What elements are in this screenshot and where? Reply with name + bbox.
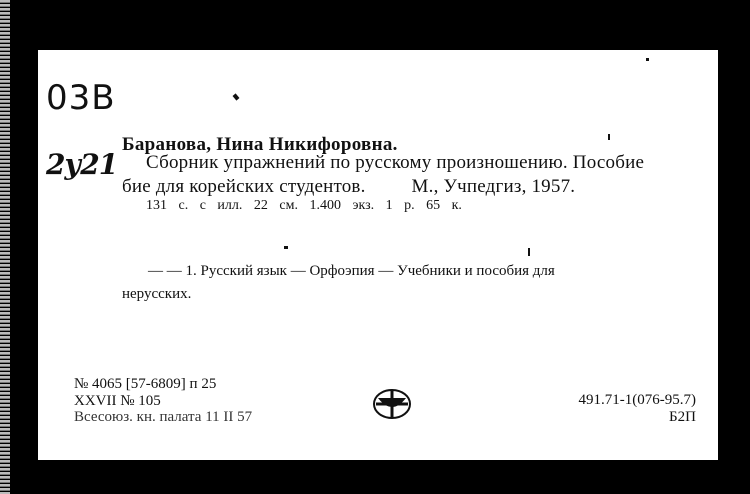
author-heading: Баранова, Нина Никифоровна. <box>122 134 398 155</box>
book-chamber-stamp-icon <box>368 386 414 422</box>
book-chamber-line: Всесоюз. кн. палата 11 II 57 <box>74 409 253 425</box>
scan-speck <box>608 134 610 140</box>
title-line-2 <box>122 176 575 198</box>
catalog-card <box>38 50 718 460</box>
scan-edge-right <box>718 40 750 494</box>
scan-edge-left <box>0 0 40 494</box>
scan-edge-bottom <box>38 460 750 494</box>
subject-heading-line-1: — — 1. Русский язык — Орфоэпия — Учебники и пособия для <box>148 263 555 279</box>
scan-speck <box>233 93 240 100</box>
call-number: 03B <box>46 78 116 118</box>
publication-info: М., Учпедгиз, 1957. <box>411 176 576 197</box>
scan-speck <box>528 248 530 256</box>
title-line-1: Сборник упражнений по русскому произношению. Пособие <box>146 152 645 173</box>
card-number: № 4065 [57-6809] п 25 <box>74 376 217 392</box>
handwritten-shelf-mark: 2у21 <box>46 148 118 181</box>
scan-speck <box>646 58 649 61</box>
scan-speck <box>284 246 288 249</box>
series-number: XXVII № 105 <box>74 393 161 409</box>
physical-description: 131 с. с илл. 22 см. 1.400 экз. 1 р. 65 к. <box>146 198 462 213</box>
classification-index: 491.71-1(076-95.7) <box>578 392 696 408</box>
subject-heading-line-2: нерусских. <box>122 286 192 302</box>
classification-code: Б2П <box>669 409 696 425</box>
title-continuation: бие для корейских студентов. <box>122 176 366 197</box>
